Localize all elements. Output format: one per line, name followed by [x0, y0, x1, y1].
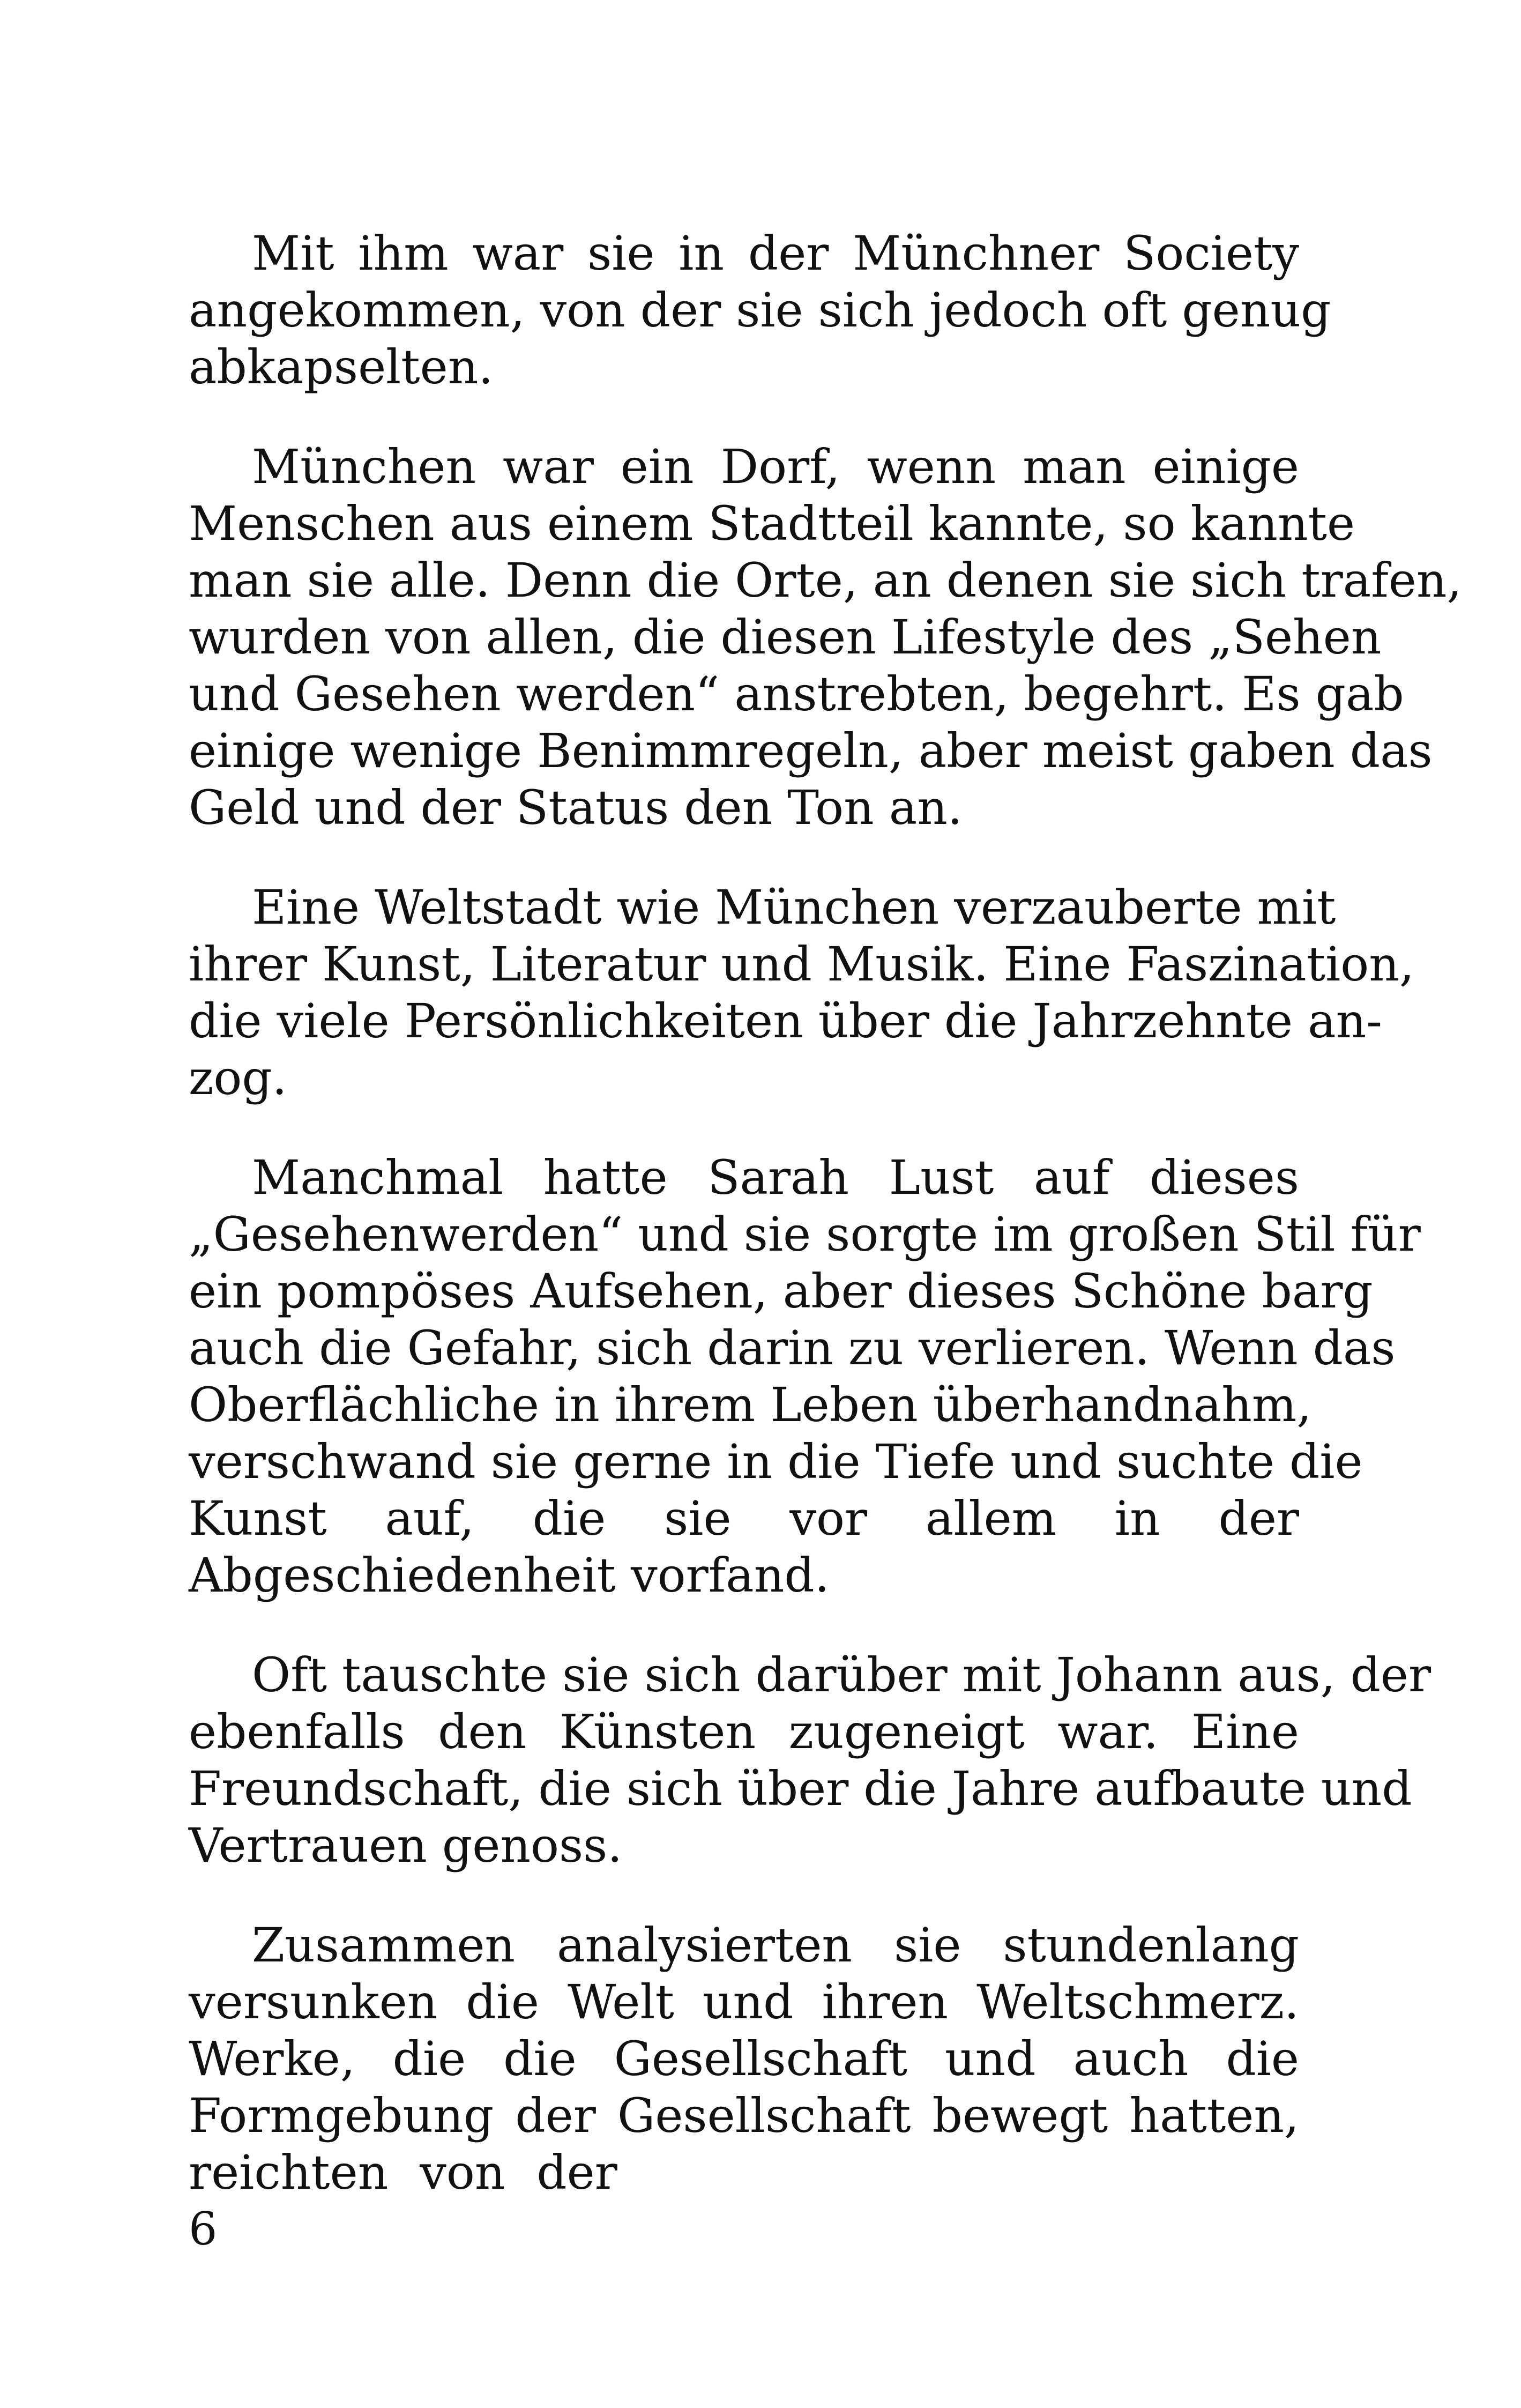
- text-line: Vertrauen genoss.: [189, 1818, 623, 1873]
- text-line: München war ein Dorf, wenn man einige: [252, 439, 1299, 494]
- text-line: man sie alle. Denn die Orte, an denen sie sich trafen,: [189, 553, 1462, 608]
- text-line: Formgebung der Gesellschaft bewegt hatten,: [189, 2088, 1299, 2143]
- paragraph-1: [189, 225, 1331, 396]
- text-line: ein pompöses Aufsehen, aber dieses Schöne barg: [189, 1264, 1373, 1319]
- text-line: Manchmal hatte Sarah Lust auf dieses: [252, 1150, 1299, 1205]
- text-line: reichten von der: [189, 2145, 617, 2200]
- text-line: Abgeschiedenheit vorfand.: [189, 1548, 830, 1603]
- text-line: Mit ihm war sie in der Münchner Society: [252, 226, 1299, 281]
- text-line: ebenfalls den Künsten zugeneigt war. Eine: [189, 1704, 1299, 1759]
- paragraph-4: [189, 1149, 1421, 1604]
- text-line: Zusammen analysierten sie stundenlang: [252, 1918, 1299, 1973]
- text-line: Werke, die die Gesellschaft und auch die: [189, 2031, 1299, 2086]
- text-line: Kunst auf, die sie vor allem in der: [189, 1491, 1299, 1546]
- text-line: einige wenige Benimmregeln, aber meist gaben das: [189, 723, 1433, 778]
- text-line: „Gesehenwerden“ und sie sorgte im großen Stil für: [189, 1207, 1421, 1262]
- text-line: und Gesehen werden“ anstrebten, begehrt. Es gab: [189, 666, 1404, 722]
- paragraph-6: [189, 1917, 1299, 2201]
- text-line: Menschen aus einem Stadtteil kannte, so kannte: [189, 496, 1355, 551]
- text-line: die viele Persönlichkeiten über die Jahrzehnte an-: [189, 993, 1382, 1049]
- page-number: 6: [189, 2203, 218, 2255]
- text-line: Eine Weltstadt wie München verzauberte mit: [252, 880, 1336, 935]
- text-line: abkapselten.: [189, 339, 494, 395]
- paragraph-3: [189, 879, 1414, 1106]
- text-line: verschwand sie gerne in die Tiefe und suchte die: [189, 1434, 1363, 1489]
- paragraph-5: [189, 1647, 1431, 1874]
- text-line: Oberflächliche in ihrem Leben überhandnahm,: [189, 1377, 1312, 1432]
- text-line: Oft tauschte sie sich darüber mit Johann aus, der: [252, 1647, 1431, 1703]
- text-line: versunken die Welt und ihren Weltschmerz.: [189, 1974, 1299, 2030]
- text-line: auch die Gefahr, sich darin zu verlieren. Wenn das: [189, 1320, 1396, 1376]
- text-line: wurden von allen, die diesen Lifestyle des „Sehen: [189, 610, 1382, 665]
- text-line: ihrer Kunst, Literatur und Musik. Eine Faszination,: [189, 937, 1414, 992]
- text-line: angekommen, von der sie sich jedoch oft genug: [189, 283, 1331, 338]
- body-text: [189, 225, 1462, 2244]
- text-line: zog.: [189, 1050, 287, 1105]
- text-line: Geld und der Status den Ton an.: [189, 780, 963, 835]
- text-line: Freundschaft, die sich über die Jahre aufbaute und: [189, 1761, 1412, 1816]
- paragraph-2: [189, 439, 1462, 836]
